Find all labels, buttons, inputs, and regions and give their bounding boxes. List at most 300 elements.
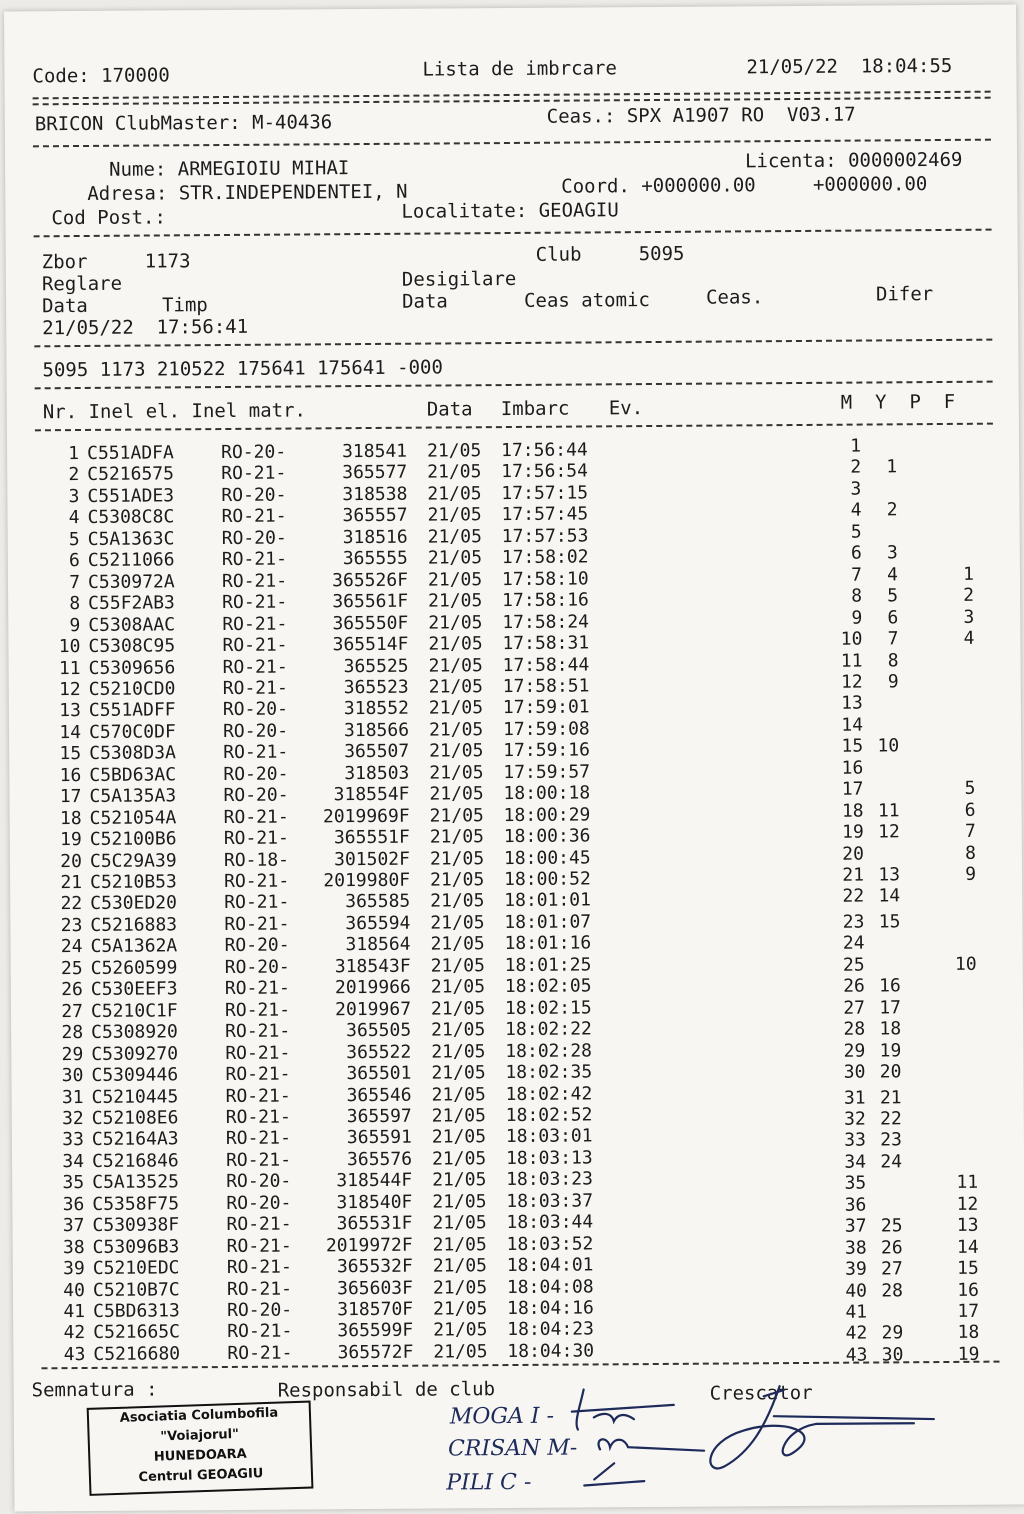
flag-y: 5 — [887, 585, 899, 607]
row-number: 15 — [59, 743, 82, 765]
row-number: 3 — [68, 485, 80, 507]
electronic-ring: C5A135A3 — [89, 785, 177, 808]
stamp-line: Centrul GEOAGIU — [138, 1466, 264, 1486]
arrival-date: 21/05 — [428, 654, 483, 677]
flag-m: 20 — [842, 843, 864, 865]
table-header-imbarc: Imbarc — [500, 397, 570, 421]
row-number: 8 — [69, 593, 81, 615]
electronic-ring: C52108E6 — [91, 1107, 179, 1129]
stamp-line: "Voiajorul" — [160, 1426, 240, 1445]
arrival-date: 21/05 — [429, 847, 485, 870]
flag-m: 3 — [850, 478, 862, 500]
ring-prefix: RO-21- — [224, 913, 290, 935]
electronic-ring: C5BD6313 — [93, 1300, 180, 1322]
ring-number: 2019980F — [323, 869, 411, 892]
flag-f: 5 — [964, 777, 976, 800]
arrival-time: 18:03:13 — [505, 1147, 593, 1169]
flag-m: 4 — [850, 499, 862, 521]
arrival-time: 17:58:10 — [501, 568, 589, 590]
electronic-ring: C570C0DF — [88, 721, 176, 743]
electronic-ring: C5210445 — [91, 1085, 179, 1108]
row-number: 9 — [69, 614, 81, 636]
arrival-date: 21/05 — [431, 1040, 486, 1063]
electronic-ring: C5210B7C — [92, 1278, 180, 1301]
row-number: 4 — [68, 507, 80, 529]
arrival-date: 21/05 — [427, 568, 483, 591]
flag-m: 22 — [842, 885, 865, 908]
ring-prefix: RO-21- — [221, 505, 287, 528]
arrival-date: 21/05 — [431, 1126, 487, 1148]
clock-id: Ceas.: SPX A1907 RO V03.17 — [546, 103, 856, 128]
flag-m: 27 — [843, 997, 866, 1019]
ring-number: 365532F — [336, 1255, 413, 1278]
arrival-date: 21/05 — [431, 1083, 486, 1106]
flag-m: 1 — [850, 435, 862, 457]
row-number: 2 — [68, 464, 80, 486]
row-number: 22 — [60, 893, 83, 915]
electronic-ring: C5A13525 — [92, 1171, 179, 1194]
separator — [35, 381, 993, 390]
flag-m: 25 — [842, 954, 865, 976]
arrival-date: 21/05 — [433, 1298, 488, 1320]
arrival-date: 21/05 — [430, 933, 485, 955]
ring-prefix: RO-20- — [221, 484, 287, 506]
ring-number: 2019972F — [325, 1234, 413, 1256]
ring-prefix: RO-21- — [221, 463, 287, 485]
owner-name: Nume: ARMEGIOIU MIHAI — [109, 157, 350, 181]
row-number: 21 — [60, 872, 83, 894]
row-number: 29 — [61, 1043, 84, 1065]
ring-number: 318541 — [341, 440, 408, 463]
arrival-time: 17:58:02 — [501, 546, 589, 569]
flag-y: 19 — [879, 1039, 902, 1062]
flag-m: 32 — [844, 1108, 866, 1130]
ring-prefix: RO-20- — [224, 934, 290, 957]
ring-prefix: RO-21- — [225, 1106, 291, 1128]
atomic-clock-label: Ceas atomic — [523, 289, 650, 312]
ring-number: 318543F — [334, 955, 411, 978]
ring-number: 318544F — [336, 1170, 413, 1192]
electronic-ring: C530EEF3 — [90, 978, 178, 1001]
row-number: 33 — [62, 1129, 84, 1151]
arrival-date: 21/05 — [428, 611, 483, 634]
ring-prefix: RO-21- — [223, 806, 289, 828]
electronic-ring: C551ADFA — [87, 442, 174, 464]
separator — [33, 139, 991, 148]
ring-prefix: RO-20- — [222, 720, 289, 742]
ring-prefix: RO-21- — [226, 1213, 292, 1236]
row-number: 35 — [62, 1172, 85, 1194]
license-number: Licenta: 0000002469 — [744, 148, 963, 173]
flag-m: 34 — [844, 1151, 867, 1173]
timp-label: Timp — [161, 294, 208, 317]
flag-y: 21 — [879, 1086, 902, 1108]
clock-label: Ceas. — [705, 286, 764, 309]
flag-m: 21 — [842, 864, 865, 886]
arrival-date: 21/05 — [428, 676, 483, 698]
flag-m: 42 — [845, 1322, 868, 1345]
ring-number: 365526F — [332, 569, 409, 591]
flag-f: 3 — [963, 606, 975, 628]
flag-y: 4 — [887, 563, 899, 586]
table-header-flags: M Y P F — [840, 390, 956, 414]
ring-prefix: RO-21- — [226, 1235, 292, 1257]
flag-m: 26 — [843, 975, 865, 997]
ring-prefix: RO-20- — [221, 441, 287, 464]
ring-number: 365522 — [346, 1041, 412, 1063]
print-datetime: 21/05/22 18:04:55 — [746, 54, 953, 79]
flag-y: 26 — [880, 1236, 903, 1259]
signatures-drawing — [553, 1364, 1024, 1507]
electronic-ring: C5A1362A — [90, 935, 178, 958]
flag-m: 11 — [840, 650, 863, 672]
stamp-line: Asociatia Columbofila — [119, 1405, 279, 1426]
row-number: 26 — [61, 979, 83, 1001]
table-header-ev: Ev. — [608, 397, 644, 420]
electronic-ring: C5308920 — [91, 1021, 178, 1044]
flag-m: 29 — [843, 1040, 866, 1062]
ring-prefix: RO-21- — [225, 1042, 291, 1064]
row-number: 10 — [58, 636, 81, 658]
flag-y: 16 — [879, 975, 901, 997]
ring-prefix: RO-18- — [223, 849, 290, 871]
flag-m: 36 — [844, 1194, 867, 1216]
flag-y: 6 — [887, 606, 899, 628]
arrival-time: 18:04:23 — [507, 1318, 595, 1341]
flag-y: 2 — [886, 499, 898, 521]
flag-f: 6 — [964, 799, 976, 821]
arrival-time: 18:00:36 — [503, 825, 591, 848]
ring-prefix: RO-21- — [224, 892, 290, 914]
electronic-ring: C5216575 — [87, 463, 175, 486]
ring-number: 318566 — [343, 719, 410, 742]
arrival-date: 21/05 — [432, 1255, 488, 1277]
electronic-ring: C5216883 — [90, 914, 178, 936]
ring-prefix: RO-21- — [224, 977, 290, 1000]
arrival-time: 17:58:16 — [502, 589, 589, 612]
flag-f: 2 — [963, 584, 975, 606]
flag-m: 10 — [840, 628, 863, 650]
arrival-date: 21/05 — [430, 912, 485, 934]
club-number: Club 5095 — [535, 242, 685, 266]
flag-m: 16 — [841, 757, 864, 779]
flag-m: 9 — [851, 607, 863, 629]
arrival-time: 18:03:23 — [506, 1168, 593, 1191]
ring-number: 365514F — [332, 633, 409, 656]
flag-y: 1 — [886, 456, 898, 478]
ring-prefix: RO-21- — [221, 548, 287, 571]
arrival-time: 18:01:01 — [504, 889, 592, 912]
electronic-ring: C5210C1F — [90, 1000, 178, 1022]
flag-m: 12 — [840, 671, 863, 693]
ring-prefix: RO-20- — [226, 1192, 292, 1214]
row-number: 28 — [61, 1022, 84, 1044]
ring-number: 365577 — [342, 462, 408, 484]
arrival-time: 18:00:18 — [503, 782, 591, 805]
electronic-ring: C551ADE3 — [87, 485, 175, 507]
row-number: 38 — [62, 1236, 85, 1258]
ring-number: 318564 — [345, 934, 411, 956]
separator — [34, 339, 992, 348]
flag-f: 12 — [956, 1193, 979, 1215]
arrival-time: 18:04:08 — [506, 1275, 594, 1298]
row-number: 42 — [63, 1322, 86, 1344]
ring-number: 365507 — [344, 741, 410, 763]
arrival-time: 17:59:16 — [503, 739, 590, 762]
ring-number: 318540F — [336, 1191, 413, 1213]
electronic-ring: C521665C — [93, 1321, 181, 1344]
electronic-ring: C5216680 — [93, 1343, 181, 1365]
ring-prefix: RO-21- — [223, 741, 289, 764]
flag-m: 43 — [845, 1344, 868, 1366]
electronic-ring: C5308D3A — [89, 742, 176, 765]
flag-y: 10 — [877, 735, 900, 757]
flag-y: 27 — [881, 1258, 903, 1280]
electronic-ring: C5210CD0 — [88, 678, 176, 700]
row-number: 16 — [59, 764, 82, 786]
arrival-time: 17:58:31 — [502, 632, 590, 655]
reglare-label: Reglare — [41, 272, 123, 296]
ring-number: 365591 — [346, 1127, 412, 1149]
flag-f: 4 — [963, 627, 975, 649]
clubmaster-id: BRICON ClubMaster: M-40436 — [34, 111, 333, 136]
arrival-time: 17:58:44 — [502, 653, 590, 676]
breeder-label: Crescator — [709, 1381, 813, 1405]
coordinates: Coord. +000000.00 +000000.00 — [561, 173, 928, 198]
ring-number: 365561F — [332, 590, 409, 613]
flag-m: 39 — [845, 1258, 867, 1280]
arrival-date: 21/05 — [433, 1319, 488, 1342]
arrival-date: 21/05 — [427, 526, 482, 548]
arrival-time: 18:01:07 — [504, 911, 592, 933]
ring-number: 318552 — [343, 698, 409, 720]
ring-number: 2019966 — [334, 976, 411, 999]
electronic-ring: C5211066 — [87, 549, 175, 572]
ring-number: 365531F — [336, 1212, 413, 1235]
arrival-date: 21/05 — [429, 740, 484, 762]
flag-m: 37 — [844, 1215, 867, 1237]
arrival-time: 17:59:08 — [502, 718, 590, 740]
row-number: 23 — [60, 914, 83, 937]
electronic-ring: C5C29A39 — [89, 849, 177, 872]
arrival-date: 21/05 — [431, 1148, 487, 1170]
difference-label: Difer — [875, 283, 934, 306]
flag-m: 40 — [845, 1280, 868, 1302]
ring-number: 365572F — [337, 1341, 414, 1364]
ring-number: 365551F — [333, 826, 410, 849]
flag-m: 6 — [850, 542, 862, 564]
row-number: 41 — [63, 1300, 86, 1323]
reglare-value: 21/05/22 17:56:41 — [42, 315, 249, 340]
arrival-date: 21/05 — [432, 1169, 487, 1191]
flag-m: 41 — [845, 1301, 868, 1323]
arrival-time: 17:59:01 — [502, 696, 590, 719]
flight-number: Zbor 1173 — [41, 250, 191, 274]
flag-f: 13 — [956, 1214, 979, 1237]
ring-prefix: RO-21- — [221, 570, 288, 592]
ring-number: 2019969F — [322, 805, 410, 827]
ring-prefix: RO-21- — [224, 999, 291, 1021]
row-number: 40 — [63, 1279, 86, 1301]
flag-m: 19 — [842, 821, 864, 843]
flag-y: 11 — [877, 799, 900, 822]
ring-prefix: RO-20- — [223, 763, 289, 785]
electronic-ring: C5308C8C — [87, 506, 175, 529]
electronic-ring: C5A1363C — [87, 528, 175, 550]
row-number: 14 — [59, 721, 82, 744]
arrival-date: 21/05 — [427, 440, 482, 462]
flag-y: 13 — [878, 864, 901, 886]
arrival-time: 18:02:15 — [504, 997, 592, 1019]
document-title: Lista de imbrcare — [422, 57, 617, 81]
row-number: 24 — [60, 936, 83, 958]
row-number: 18 — [59, 807, 82, 829]
ring-prefix: RO-21- — [222, 634, 288, 657]
arrival-time: 18:02:28 — [505, 1040, 593, 1062]
electronic-ring: C55F2AB3 — [88, 592, 175, 615]
arrival-time: 18:02:52 — [505, 1104, 593, 1126]
row-number: 12 — [58, 678, 81, 701]
arrival-time: 18:00:45 — [503, 847, 591, 869]
flag-f: 8 — [964, 842, 976, 864]
ring-number: 365546 — [346, 1084, 412, 1106]
ring-prefix: RO-20- — [226, 1170, 292, 1193]
row-number: 6 — [68, 550, 80, 572]
flag-m: 24 — [842, 932, 865, 955]
flag-f: 19 — [957, 1343, 980, 1365]
arrival-date: 21/05 — [429, 804, 484, 827]
arrival-time: 18:00:52 — [504, 868, 591, 891]
flag-f: 17 — [957, 1300, 980, 1322]
flag-m: 28 — [843, 1018, 866, 1040]
ring-prefix: RO-21- — [222, 591, 288, 614]
flag-y: 15 — [878, 911, 901, 933]
postal-code: Cod Post.: — [51, 206, 166, 230]
ring-prefix: RO-21- — [222, 656, 288, 678]
flag-y: 17 — [879, 996, 902, 1019]
club-stamp — [87, 1401, 314, 1496]
flag-y: 22 — [880, 1108, 902, 1130]
flag-m: 35 — [844, 1172, 867, 1194]
arrival-date: 21/05 — [429, 761, 484, 784]
ring-number: 365505 — [346, 1019, 412, 1042]
row-number: 32 — [61, 1107, 84, 1130]
ring-prefix: RO-21- — [226, 1256, 292, 1279]
flag-y: 24 — [880, 1151, 903, 1173]
electronic-ring: C5210B53 — [90, 871, 177, 893]
arrival-date: 21/05 — [427, 547, 483, 569]
electronic-ring: C5309446 — [91, 1064, 179, 1086]
flag-y: 3 — [886, 542, 898, 564]
row-number: 1 — [68, 443, 80, 465]
flag-f: 15 — [957, 1257, 979, 1280]
flag-f: 7 — [964, 820, 976, 842]
ring-number: 318570F — [337, 1298, 414, 1321]
electronic-ring: C5216846 — [91, 1150, 179, 1172]
flag-f: 9 — [965, 863, 977, 885]
row-number: 25 — [60, 957, 83, 979]
ring-number: 365597 — [346, 1105, 412, 1128]
flag-m: 17 — [841, 778, 864, 800]
electronic-ring: C521054A — [89, 806, 177, 829]
ring-number: 2019967 — [335, 998, 412, 1020]
data2-label: Data — [401, 290, 448, 313]
arrival-date: 21/05 — [430, 869, 485, 891]
flag-m: 5 — [850, 521, 862, 543]
row-number: 11 — [58, 657, 81, 679]
flag-m: 38 — [844, 1237, 867, 1259]
ring-number: 365550F — [332, 612, 409, 634]
arrival-date: 21/05 — [429, 783, 484, 805]
flag-y: 8 — [887, 649, 899, 671]
flag-y: 18 — [879, 1018, 902, 1040]
row-number: 13 — [59, 700, 81, 722]
flag-f: 10 — [954, 953, 977, 975]
ring-number: 318516 — [342, 526, 408, 548]
ring-number: 365603F — [337, 1277, 414, 1299]
ring-number: 365525 — [343, 655, 409, 677]
ring-number: 365557 — [342, 505, 408, 527]
electronic-ring: C5210EDC — [92, 1257, 180, 1280]
arrival-time: 18:03:01 — [505, 1125, 593, 1148]
data-label: Data — [41, 294, 88, 318]
arrival-date: 21/05 — [427, 504, 482, 526]
flag-m: 15 — [841, 735, 864, 758]
arrival-date: 21/05 — [428, 719, 484, 741]
arrival-time: 18:03:37 — [506, 1190, 594, 1212]
ring-number: 365599F — [337, 1320, 414, 1342]
arrival-time: 17:59:57 — [503, 761, 591, 783]
arrival-time: 18:02:05 — [504, 975, 592, 998]
code-label: Code: 170000 — [32, 64, 170, 88]
ring-prefix: RO-20- — [223, 784, 289, 807]
row-number: 43 — [63, 1343, 86, 1366]
flag-f: 14 — [956, 1236, 979, 1258]
ring-prefix: RO-20- — [224, 956, 290, 978]
row-number: 37 — [62, 1215, 85, 1237]
arrival-time: 18:02:22 — [505, 1018, 592, 1041]
ring-prefix: RO-21- — [225, 1127, 291, 1150]
arrival-date: 21/05 — [432, 1212, 487, 1234]
ring-number: 365501 — [346, 1062, 412, 1085]
arrival-time: 18:02:42 — [505, 1082, 593, 1105]
ring-prefix: RO-21- — [225, 1085, 291, 1107]
flag-m: 7 — [851, 564, 863, 586]
arrival-date: 21/05 — [432, 1190, 487, 1213]
ring-prefix: RO-21- — [222, 677, 288, 699]
locality: Localitate: GEOAGIU — [401, 199, 619, 223]
row-number: 30 — [61, 1065, 84, 1087]
ring-prefix: RO-21- — [223, 827, 289, 850]
arrival-date: 21/05 — [430, 890, 485, 913]
arrival-date: 21/05 — [432, 1233, 487, 1256]
flag-y: 25 — [880, 1215, 903, 1237]
ring-prefix: RO-21- — [224, 870, 290, 893]
electronic-ring: C530972A — [87, 571, 175, 593]
ring-prefix: RO-21- — [227, 1342, 293, 1364]
ring-prefix: RO-20- — [222, 698, 288, 721]
ring-prefix: RO-20- — [227, 1299, 293, 1322]
flag-m: 23 — [842, 911, 865, 933]
flag-f: 16 — [957, 1279, 980, 1301]
desigilare-label: Desigilare — [401, 267, 517, 291]
arrival-date: 21/05 — [427, 483, 482, 505]
ring-prefix: RO-21- — [225, 1020, 291, 1043]
arrival-time: 17:57:45 — [501, 503, 589, 526]
entries-table — [7, 435, 1019, 1366]
flag-f: 18 — [957, 1322, 980, 1344]
separator — [35, 423, 993, 432]
